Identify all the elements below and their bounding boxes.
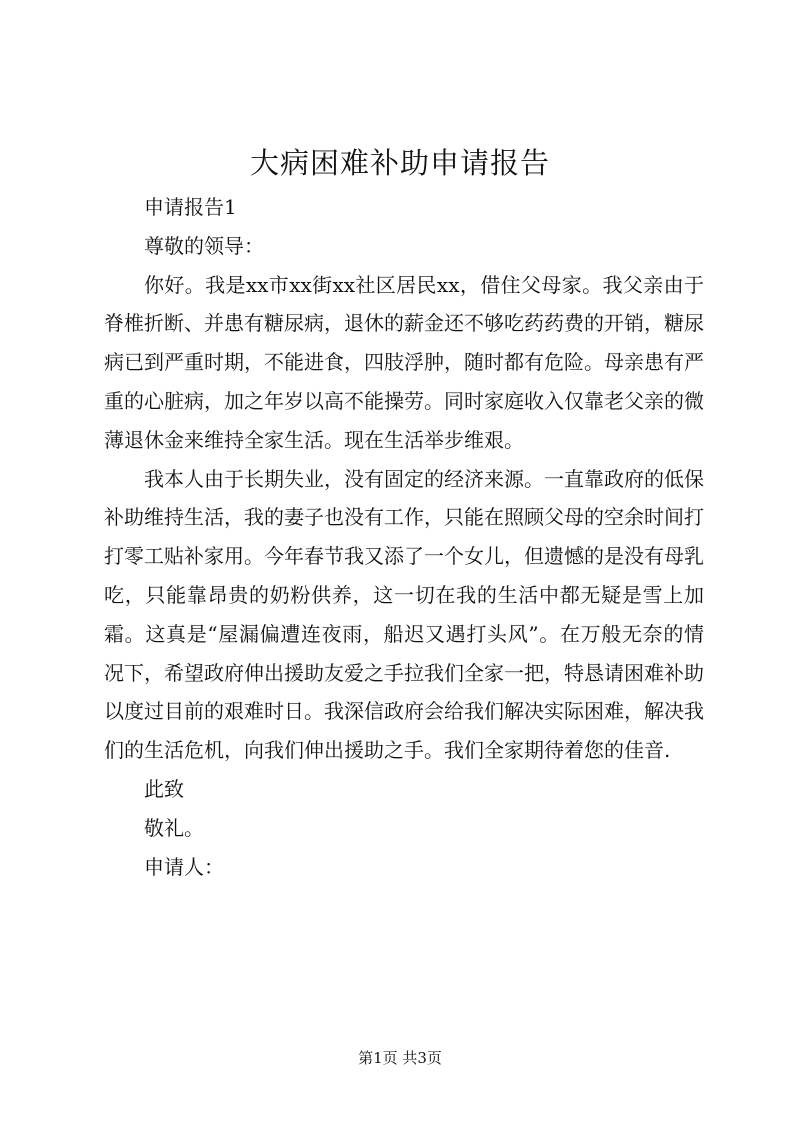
- paragraph-family-situation: 你好。我是xx市xx街xx社区居民xx，借住父母家。我父亲由于脊椎折断、并患有糖尿病，退休的薪金还不够吃药药费的开销，糖尿病已到严重时期，不能进食，四肢浮肿，随时都有危险。母亲患有严重的心脏病，加之年岁以高不能操劳。同时家庭收入仅靠老父亲的微薄退休金来维持全家生活。现在生活举步维艰。: [104, 272, 704, 452]
- document-body: [104, 188, 704, 886]
- page-number-footer: 第1页 共3页: [358, 1049, 442, 1067]
- paragraph-closing-1: 此致: [144, 776, 184, 801]
- paragraph-personal-situation: 我本人由于长期失业，没有固定的经济来源。一直靠政府的低保补助维持生活，我的妻子也没有工作，只能在照顾父母的空余时间打打零工贴补家用。今年春节我又添了一个女儿，但遗憾的是没有母乳吃，只能靠昂贵的奶粉供养，这一切在我的生活中都无疑是雪上加霜。这真是“屋漏偏遭连夜雨，船迟又遇打头风”。在万般无奈的情况下，希望政府伸出援助友爱之手拉我们全家一把，特恳请困难补助以度过目前的艰难时日。我深信政府会给我们解决实际困难，解决我们的生活危机，向我们伸出援助之手。我们全家期待着您的佳音.: [104, 466, 704, 763]
- paragraph-applicant: 申请人：: [144, 854, 224, 879]
- paragraph-report-number: 申请报告1: [144, 195, 237, 219]
- paragraph-salutation: 尊敬的领导：: [144, 233, 264, 258]
- document-title: 大病困难补助申请报告: [249, 146, 550, 180]
- paragraph-closing-2: 敬礼。: [144, 815, 204, 840]
